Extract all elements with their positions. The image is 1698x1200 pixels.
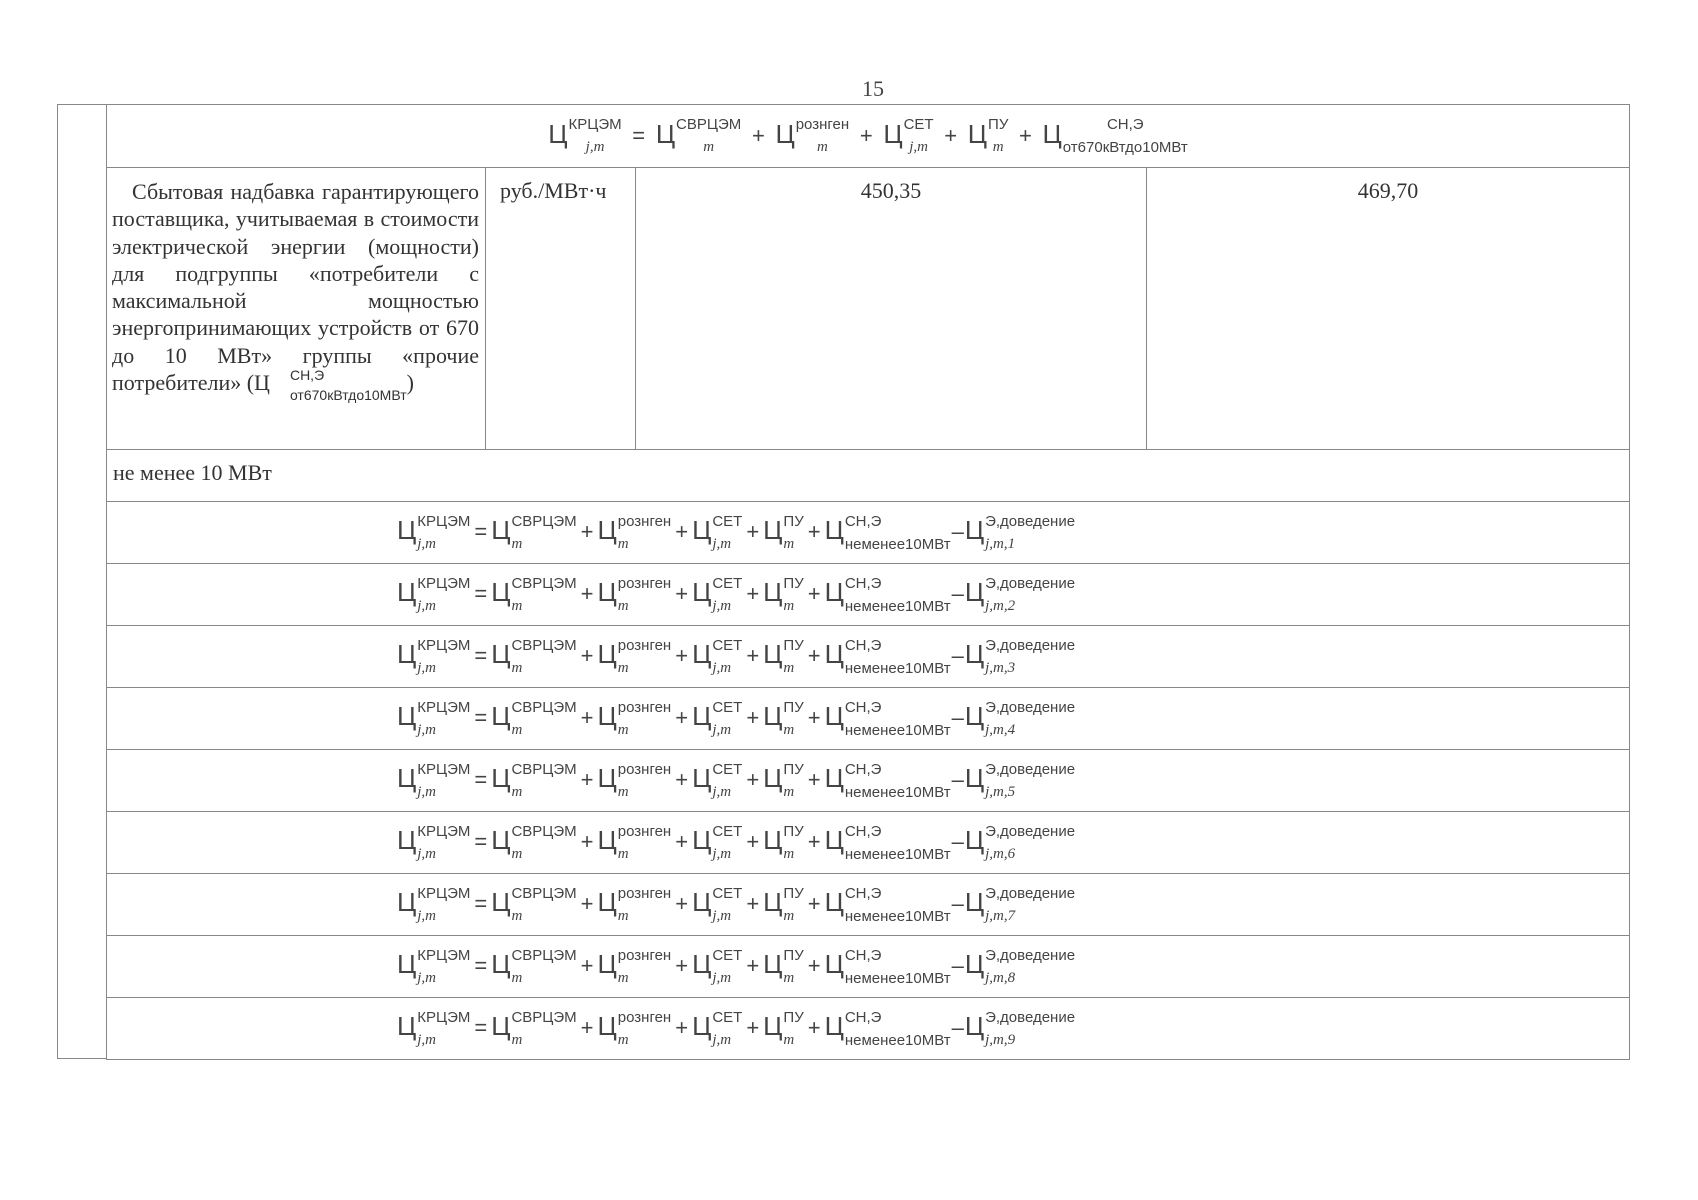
formula-row <box>107 750 1630 812</box>
formula-row <box>107 874 1630 936</box>
price-formula: Ц КРЦЭМ j,m = Ц СВРЦЭМ m + Ц рознген m + Ц СЕТ j,m + Ц ПУ m + Ц СН,Э неменее10МВт –Ц Э,доведение j,m,7 <box>397 884 1076 925</box>
formula-cell <box>107 502 1630 564</box>
formula-cell <box>107 626 1630 688</box>
price-formula: Ц КРЦЭМ j,m = Ц СВРЦЭМ m + Ц рознген m + Ц СЕТ j,m + Ц ПУ m + Ц СН,Э неменее10МВт –Ц Э,доведение j,m,4 <box>397 698 1076 739</box>
formula-row <box>107 626 1630 688</box>
formula-row <box>107 936 1630 998</box>
top-formula-cell <box>107 105 1630 168</box>
page-number: 15 <box>862 76 884 101</box>
price-formula: Ц КРЦЭМ j,m = Ц СВРЦЭМ m + Ц рознген m + Ц СЕТ j,m + Ц ПУ m + Ц СН,Э неменее10МВт –Ц Э,доведение j,m,6 <box>397 822 1076 863</box>
section-label: не менее 10 МВт <box>107 450 1630 502</box>
formula-cell <box>107 874 1630 936</box>
price-formula: Ц КРЦЭМ j,m = Ц СВРЦЭМ m + Ц рознген m + Ц СЕТ j,m + Ц ПУ m + Ц СН,Э неменее10МВт –Ц Э,доведение j,m,8 <box>397 946 1076 987</box>
formula-row <box>107 502 1630 564</box>
tariff-table <box>106 104 1630 1060</box>
unit-cell: руб./МВт·ч <box>486 168 636 450</box>
value-cell-1: 450,35 <box>636 168 1147 450</box>
formula-cell <box>107 936 1630 998</box>
price-formula: Ц КРЦЭМ j,m = Ц СВРЦЭМ m + Ц рознген m + Ц СЕТ j,m + Ц ПУ m + Ц СН,Э неменее10МВт –Ц Э,доведение j,m,1 <box>397 512 1076 553</box>
formula-cell <box>107 688 1630 750</box>
description-text: Сбытовая надбавка гарантирующего поставщика, учитываемая в стоимости электрической энергии (мощности) для подгруппы «потребители с максимальной мощностью энергопринимающих устройств от 670 до 10 МВт» группы «прочие потребители» (Ц СН,Э от670кВтдо10МВт ) <box>112 179 479 404</box>
formula-row <box>107 812 1630 874</box>
top-formula: Ц КРЦЭМ j,m = Ц СВРЦЭМ m + Ц рознген m + Ц СЕТ j,m + Ц ПУ m + Ц СН,Э от670кВтдо10МВт <box>548 116 1188 157</box>
formula-row <box>107 998 1630 1060</box>
price-formula: Ц КРЦЭМ j,m = Ц СВРЦЭМ m + Ц рознген m + Ц СЕТ j,m + Ц ПУ m + Ц СН,Э неменее10МВт –Ц Э,доведение j,m,3 <box>397 636 1076 677</box>
value-cell-2: 469,70 <box>1147 168 1630 450</box>
price-formula: Ц КРЦЭМ j,m = Ц СВРЦЭМ m + Ц рознген m + Ц СЕТ j,m + Ц ПУ m + Ц СН,Э неменее10МВт –Ц Э,доведение j,m,9 <box>397 1008 1076 1049</box>
formula-row <box>107 688 1630 750</box>
price-formula: Ц КРЦЭМ j,m = Ц СВРЦЭМ m + Ц рознген m + Ц СЕТ j,m + Ц ПУ m + Ц СН,Э неменее10МВт –Ц Э,доведение j,m,5 <box>397 760 1076 801</box>
formula-cell <box>107 998 1630 1060</box>
formula-row <box>107 564 1630 626</box>
formula-cell <box>107 812 1630 874</box>
formula-cell <box>107 564 1630 626</box>
description-cell <box>107 168 486 450</box>
left-margin-column <box>57 104 106 1059</box>
formula-cell <box>107 750 1630 812</box>
price-formula: Ц КРЦЭМ j,m = Ц СВРЦЭМ m + Ц рознген m + Ц СЕТ j,m + Ц ПУ m + Ц СН,Э неменее10МВт –Ц Э,доведение j,m,2 <box>397 574 1076 615</box>
